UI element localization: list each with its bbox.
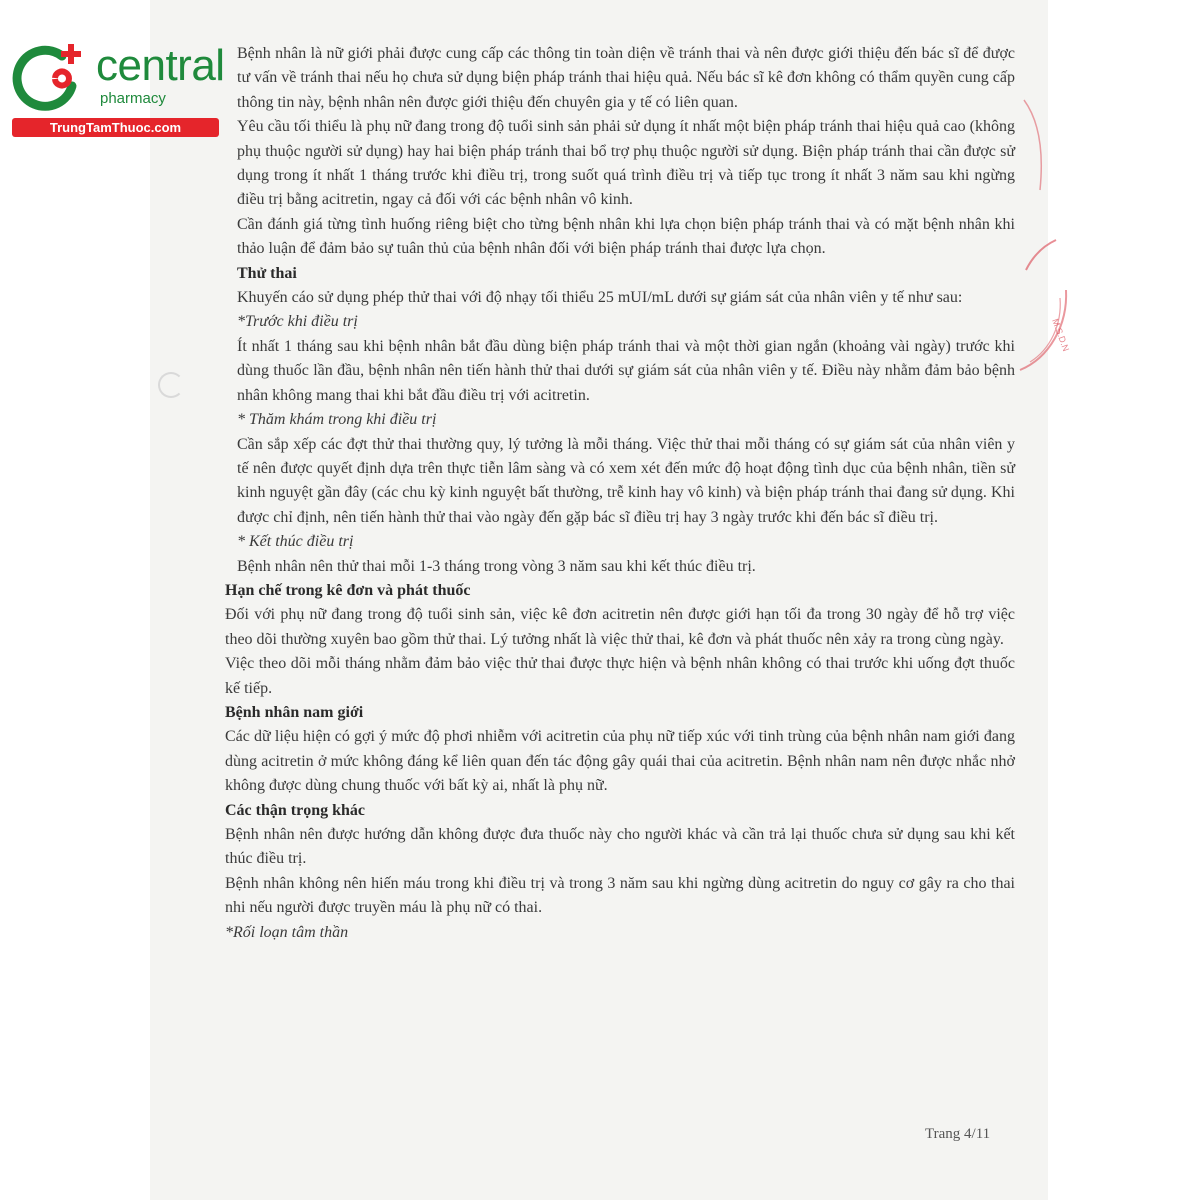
pharmacy-cross-icon (10, 38, 90, 118)
central-pharmacy-logo[interactable] (10, 38, 225, 138)
paragraph: Bệnh nhân là nữ giới phải được cung cấp các thông tin toàn diện về tránh thai và nên được giới thiệu đến bác sĩ để được tư vấn về tránh thai nếu họ chưa sử dụng biện pháp tránh thai hiệu quả. Nếu bác sĩ kê đơn không có thẩm quyền cung cấp thông tin này, bệnh nhân nên được giới thiệu đến chuyên gia y tế có liên quan. (237, 45, 1015, 111)
paragraph: Yêu cầu tối thiểu là phụ nữ đang trong độ tuổi sinh sản phải sử dụng ít nhất một biện pháp tránh thai hiệu quả cao (không phụ thuộc người sử dụng) hay hai biện pháp tránh thai bổ trợ phụ thuộc người sử dụng. Biện pháp tránh thai cần được sử dụng trong ít nhất 1 tháng trước khi điều trị, trong suốt quá trình điều trị và tiếp tục trong ít nhất 3 năm sau khi ngừng điều trị bằng acitretin, ngay cả đối với các bệnh nhân vô kinh. (237, 118, 1015, 209)
red-seal-stamp (1016, 70, 1076, 390)
section-heading: Các thận trọng khác (225, 801, 366, 819)
svg-text:M.S.D.N: M.S.D.N (1050, 317, 1072, 353)
subsection-heading: *Trước khi điều trị (237, 313, 358, 331)
paragraph: Đối với phụ nữ đang trong độ tuổi sinh sản, việc kê đơn acitretin nên được giới hạn tối đa trong 30 ngày để hỗ trợ việc theo dõi thường xuyên bao gồm thử thai. Lý tưởng nhất là việc thử thai, kê đơn và phát thuốc nên xảy ra trong cùng ngày. (225, 606, 1015, 648)
page-number: Trang 4/11 (925, 1126, 991, 1142)
scan-artifact (158, 372, 184, 398)
paragraph: Ít nhất 1 tháng sau khi bệnh nhân bắt đầu dùng biện pháp tránh thai và một thời gian ngắn (khoảng vài ngày) trước khi dùng thuốc lần đầu, bệnh nhân nên tiến hành thử thai dưới sự giám sát của nhân viên y tế. Điều này nhằm đảm bảo bệnh nhân không mang thai khi bắt đầu điều trị với acitretin. (237, 337, 1015, 404)
subsection-heading: * Kết thúc điều trị (237, 533, 354, 551)
paragraph: Bệnh nhân nên được hướng dẫn không được đưa thuốc này cho người khác và cần trả lại thuốc chưa sử dụng sau khi kết thúc điều trị. (225, 826, 1015, 868)
paragraph: Bệnh nhân nên thử thai mỗi 1-3 tháng trong vòng 3 năm sau khi kết thúc điều trị. (237, 557, 756, 575)
subsection-heading: *Rối loạn tâm thần (225, 923, 349, 941)
section-heading: Thử thai (237, 264, 297, 282)
paragraph: Bệnh nhân không nên hiến máu trong khi điều trị và trong 3 năm sau khi ngừng dùng acitretin do nguy cơ gây ra cho thai nhi nếu người được truyền máu là phụ nữ có thai. (225, 874, 1015, 917)
section-heading: Hạn chế trong kê đơn và phát thuốc (225, 581, 471, 599)
logo-tagline: pharmacy (100, 90, 166, 107)
paragraph: Cần sắp xếp các đợt thử thai thường quy, lý tưởng là mỗi tháng. Việc thử thai mỗi tháng có sự giám sát của nhân viên y tế nên được quyết định dựa trên thực tiễn lâm sàng và có xem xét đến mức độ hoạt động tình dục của bệnh nhân, tiền sử kinh nguyệt gần đây (các chu kỳ kinh nguyệt bất thường, trễ kinh hay vô kinh) và biện pháp tránh thai đang sử dụng. Khi được chỉ định, nên tiến hành thử thai vào ngày đến gặp bác sĩ điều trị hay 3 ngày trước khi đến bác sĩ điều trị. (237, 435, 1015, 526)
paragraph: Khuyến cáo sử dụng phép thử thai với độ nhạy tối thiểu 25 mUI/mL dưới sự giám sát của nhân viên y tế như sau: (237, 289, 963, 307)
document-body (225, 42, 1015, 945)
section-heading: Bệnh nhân nam giới (225, 703, 364, 721)
paragraph: Cần đánh giá từng tình huống riêng biệt cho từng bệnh nhân khi lựa chọn biện pháp tránh thai và có mặt bệnh nhân khi thảo luận để đảm bảo sự tuân thủ của bệnh nhân đối với biện pháp tránh thai được lựa chọn. (237, 215, 1015, 258)
paragraph: Các dữ liệu hiện có gợi ý mức độ phơi nhiễm với acitretin của phụ nữ tiếp xúc với tinh trùng của bệnh nhân nam giới đang dùng acitretin ở mức không đáng kể liên quan đến tác động gây quái thai của acitretin. Bệnh nhân nam nên được nhắc nhở không được dùng chung thuốc với bất kỳ ai, nhất là phụ nữ. (225, 728, 1015, 795)
subsection-heading: * Thăm khám trong khi điều trị (237, 411, 437, 429)
logo-website: TrungTamThuoc.com (12, 118, 219, 137)
logo-brand-text: central (96, 41, 225, 90)
paragraph: Việc theo dõi mỗi tháng nhằm đảm bảo việc thử thai được thực hiện và bệnh nhân không có thai trước khi uống đợt thuốc kế tiếp. (225, 655, 1015, 697)
